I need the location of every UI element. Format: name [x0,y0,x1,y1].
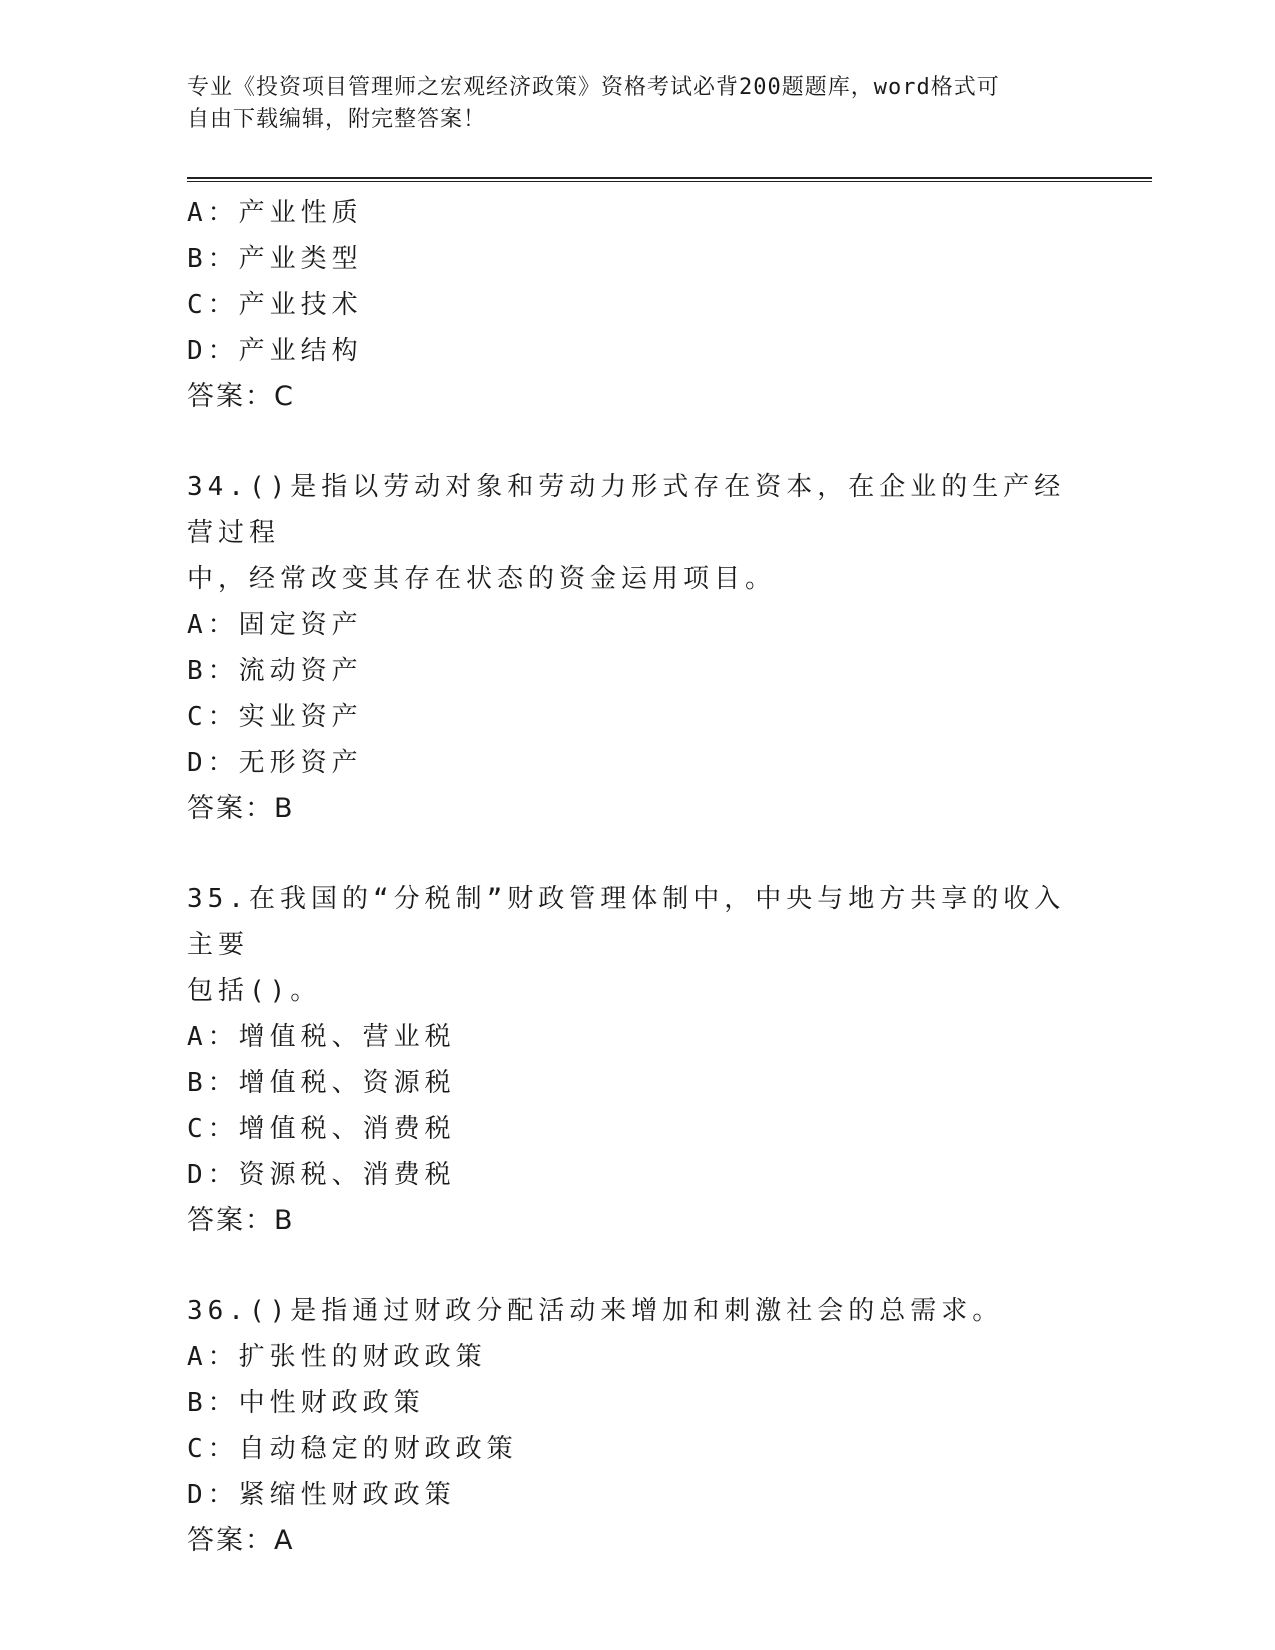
header-divider [187,177,1152,182]
document-header [187,72,1087,136]
question-text [187,464,1087,602]
option-d: D：无形资产 [187,748,363,778]
option-b: B：流动资产 [187,656,363,686]
option-c: C：自动稳定的财政政策 [187,1434,518,1464]
question-block [187,876,1087,1244]
option-d: D：资源税、消费税 [187,1160,456,1190]
question-line: 35.在我国的“分税制”财政管理体制中，中央与地方共享的收入主要 [187,884,1066,960]
question-list [187,190,1087,1564]
option-b: B：中性财政政策 [187,1388,425,1418]
question-text [187,1288,1087,1334]
spacer [187,420,1087,464]
question-line: 包括()。 [187,976,322,1006]
option-c: C：产业技术 [187,290,363,320]
option-a: A：产业性质 [187,198,363,228]
header-line-1: 专业《投资项目管理师之宏观经济政策》资格考试必背200题题库，word格式可 [187,75,1000,100]
header-line-2: 自由下载编辑，附完整答案！ [187,107,487,132]
option-d: D：产业结构 [187,336,363,366]
question-line: 36.()是指通过财政分配活动来增加和刺激社会的总需求。 [187,1296,1004,1326]
question-block [187,1288,1087,1564]
question-text [187,876,1087,1014]
question-block [187,464,1087,832]
option-a: A：扩张性的财政政策 [187,1342,487,1372]
spacer [187,1244,1087,1288]
answer: 答案：B [187,1205,295,1236]
answer: 答案：C [187,381,295,412]
option-c: C：增值税、消费税 [187,1114,456,1144]
option-c: C：实业资产 [187,702,363,732]
option-a: A：增值税、营业税 [187,1022,456,1052]
question-line: 34.()是指以劳动对象和劳动力形式存在资本，在企业的生产经营过程 [187,472,1066,548]
answer: 答案：A [187,1525,295,1556]
answer: 答案：B [187,793,295,824]
spacer [187,832,1087,876]
option-b: B：产业类型 [187,244,363,274]
option-d: D：紧缩性财政政策 [187,1480,456,1510]
question-line: 中，经常改变其存在状态的资金运用项目。 [187,564,777,594]
option-b: B：增值税、资源税 [187,1068,456,1098]
option-a: A：固定资产 [187,610,363,640]
question-block [187,190,1087,420]
